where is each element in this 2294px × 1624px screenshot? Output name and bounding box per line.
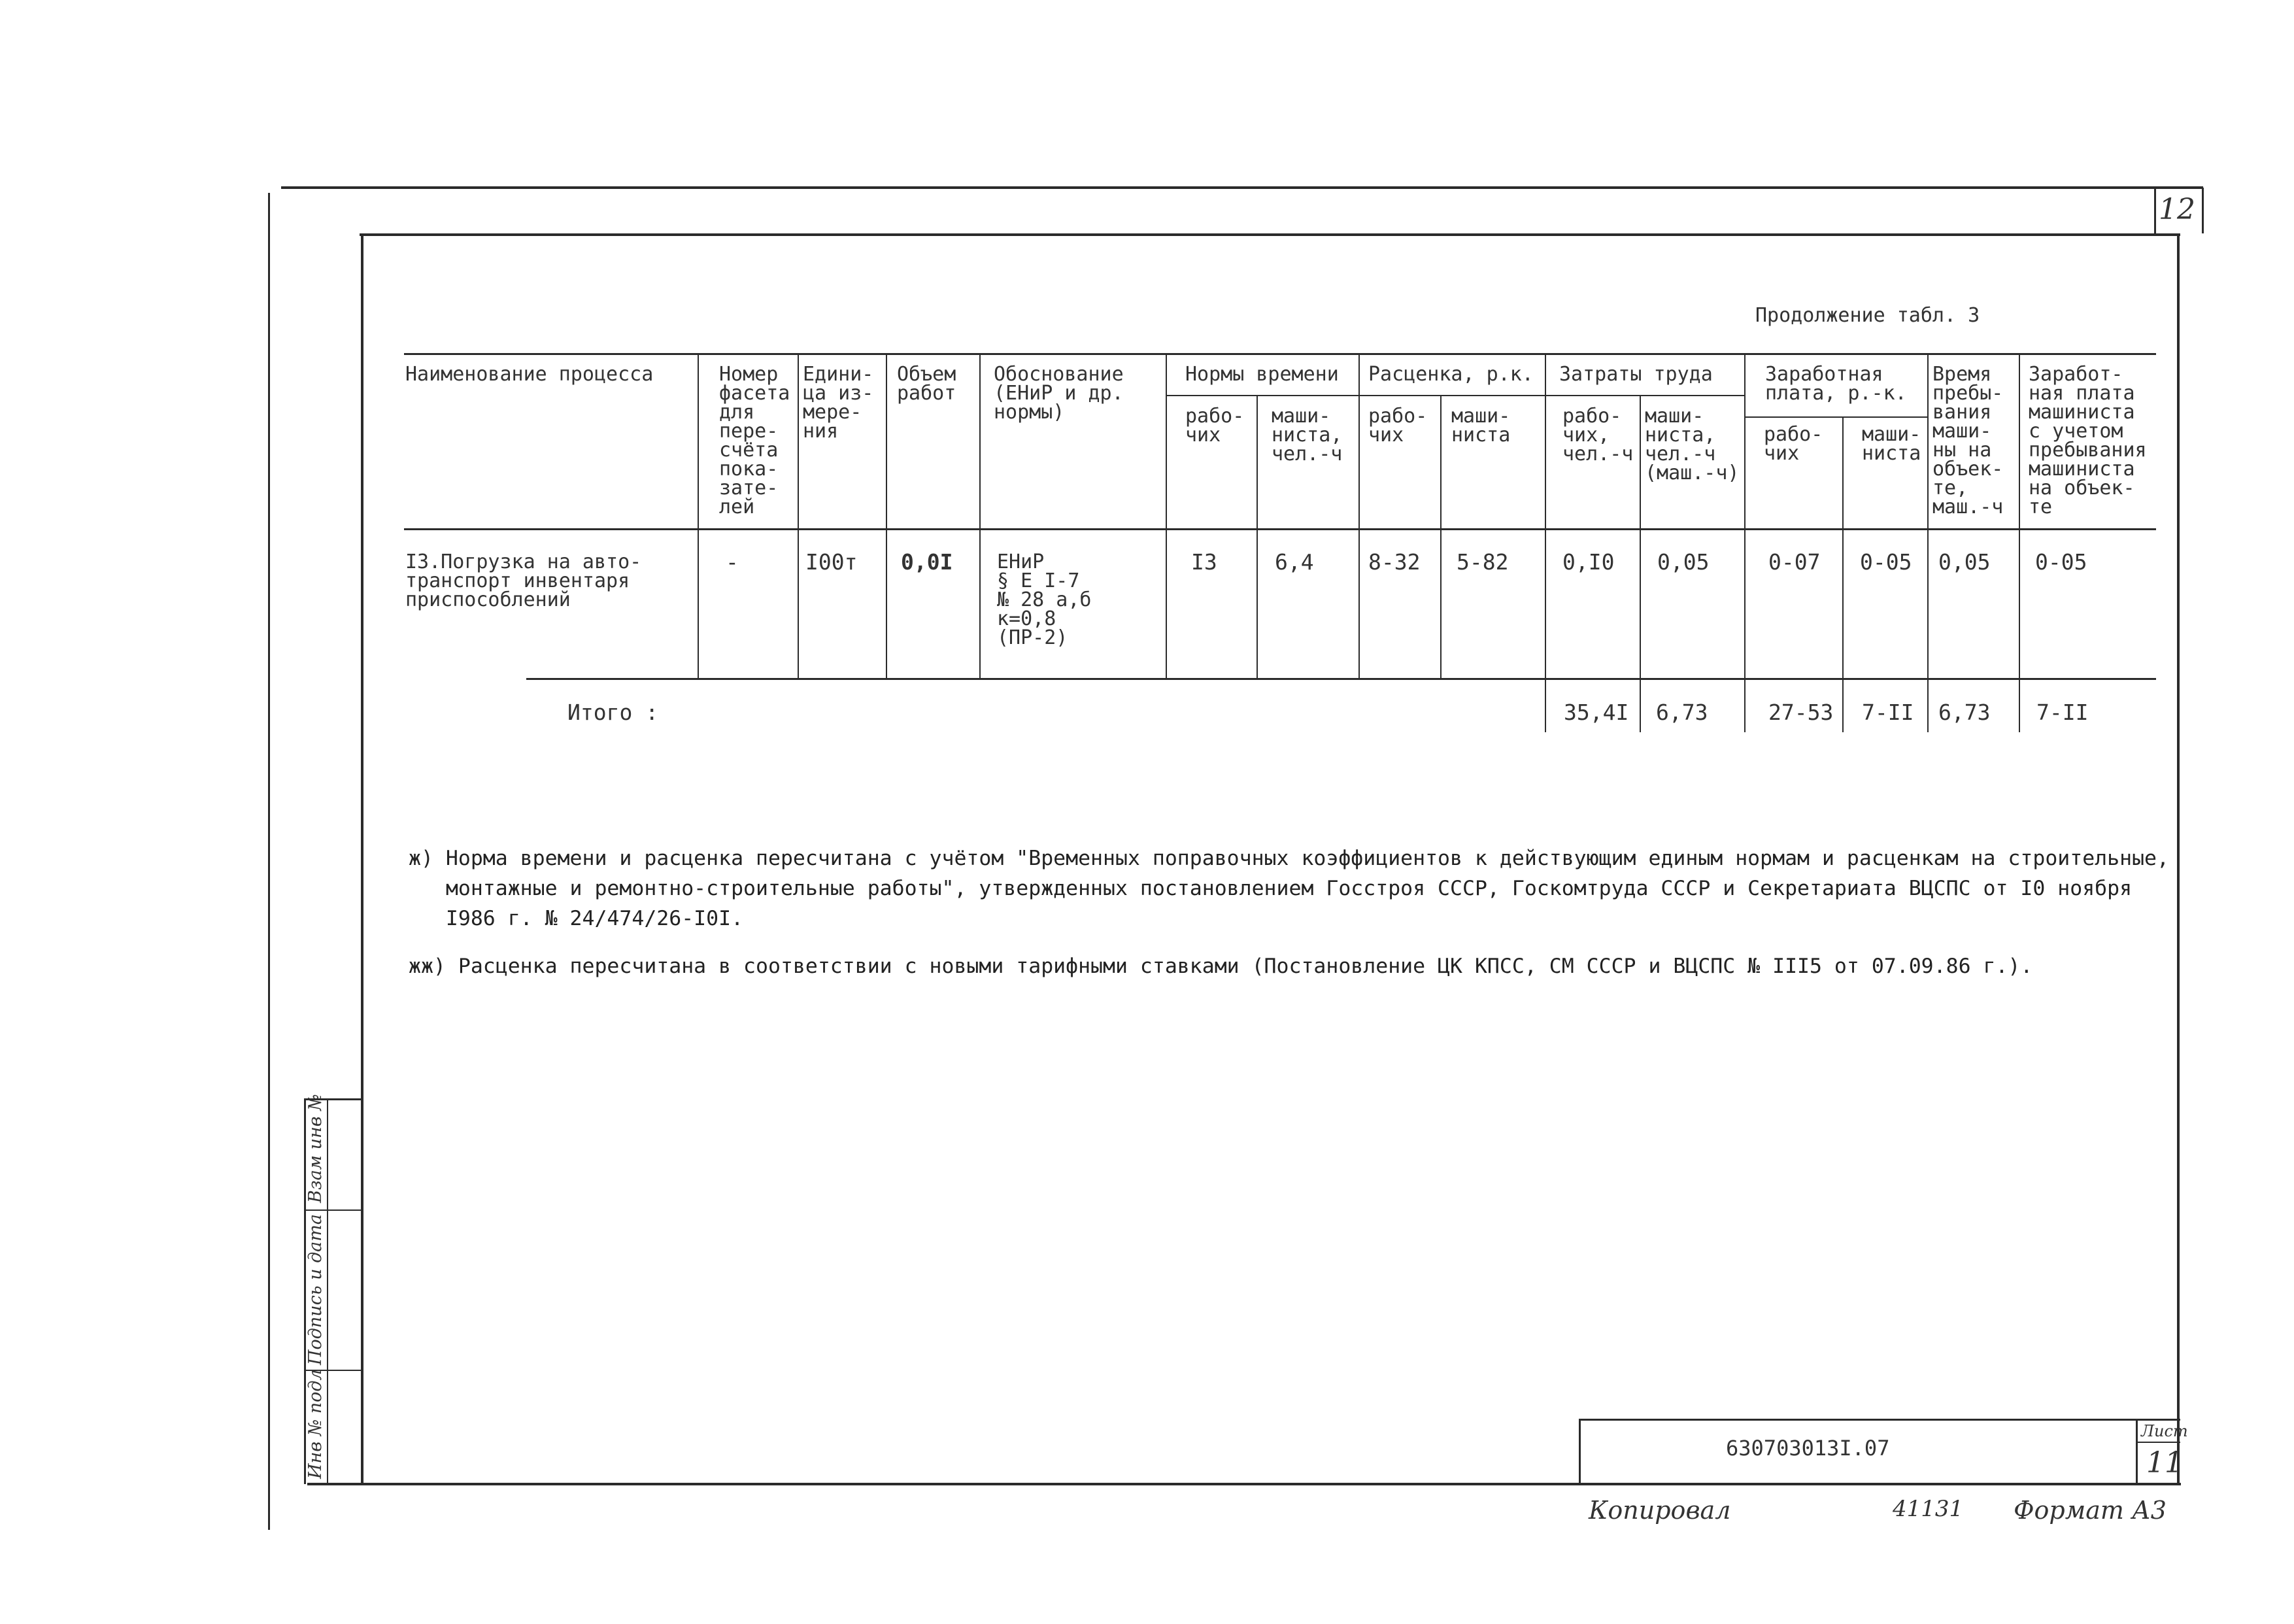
col-divider — [1358, 353, 1360, 678]
cell-rate-workers: 8-32 — [1368, 549, 1421, 575]
col-divider — [979, 353, 981, 678]
header-rate: Расценка, р.к. — [1368, 363, 1534, 386]
cell-labor-workers: 0,I0 — [1562, 549, 1615, 575]
col-divider — [698, 353, 699, 678]
col-divider — [1927, 353, 1929, 732]
header-wage-workers: рабо- чих — [1764, 423, 1823, 465]
total-labor-workers: 35,4I — [1564, 700, 1629, 725]
inner-top-border — [360, 233, 2180, 236]
cell-machinist-wage: 0-05 — [2035, 549, 2087, 575]
cell-rate-machinist: 5-82 — [1457, 549, 1509, 575]
outer-right-border — [2202, 188, 2204, 233]
stamp-border — [327, 1098, 328, 1484]
cell-time-machinist: 6,4 — [1275, 549, 1314, 575]
header-machinist-wage: Заработ- ная плата машиниста с учетом пребывания машиниста на объек- те — [2029, 363, 2147, 518]
col-divider — [1842, 416, 1844, 732]
col-divider — [1166, 353, 1167, 678]
header-labor-workers: рабо- чих, чел.-ч — [1562, 405, 1634, 465]
total-wage-machinist: 7-II — [1862, 700, 1914, 725]
col-divider — [798, 353, 799, 678]
footer-format: Формат А3 — [2014, 1496, 2167, 1525]
header-basis: Обоснование (ЕНиР и др. нормы) — [994, 363, 1124, 424]
document-code: 630703013I.07 — [1726, 1436, 1890, 1461]
header-volume: Объем работ — [897, 363, 956, 405]
title-block-border — [2136, 1419, 2138, 1484]
footnote-1: ж) Норма времени и расценка пересчитана с учётом "Временных поправочных коэффициентов к действующим единым нормам и расценкам на строительные, монтажные и ремонтно-строительные работы", утвержденных постановлением Госстроя СССР, Госкомтруда СССР и Секретариата ВЦСПС от I0 ноября I986 г. № 24/474/26-I0I. — [409, 847, 2169, 930]
subheader-rule-time — [1166, 395, 1358, 396]
outer-left-border — [268, 193, 270, 1530]
title-block-border — [1579, 1419, 1581, 1484]
cell-time-workers: I3 — [1191, 549, 1217, 575]
stamp-label-inventory: Инв № подл — [305, 1369, 326, 1479]
inner-bottom-border — [307, 1483, 2181, 1485]
col-divider — [1545, 353, 1546, 732]
cell-wage-machinist: 0-05 — [1860, 549, 1912, 575]
cell-wage-workers: 0-07 — [1768, 549, 1821, 575]
header-process: Наименование процесса — [405, 363, 654, 386]
col-divider — [1257, 395, 1258, 678]
inner-right-border — [2177, 233, 2180, 1485]
total-labor-machinist: 6,73 — [1656, 700, 1708, 725]
table-top-rule — [404, 353, 2156, 355]
stamp-label-signature: Подпись и дата — [305, 1214, 326, 1365]
total-label: Итого : — [567, 700, 659, 725]
header-rate-workers: рабо- чих — [1368, 405, 1428, 447]
stamp-border — [304, 1210, 363, 1211]
inner-left-border — [361, 233, 363, 1485]
col-divider — [2019, 353, 2020, 732]
cell-unit: I00т — [805, 549, 858, 575]
row-bottom-rule — [526, 678, 2156, 680]
header-time-machinist: маши- ниста, чел.-ч — [1272, 405, 1343, 465]
cell-volume: 0,0I — [901, 549, 953, 575]
header-time-norms: Нормы времени — [1185, 363, 1339, 386]
header-bottom-rule — [404, 528, 2156, 530]
header-time-workers: рабо- чих — [1185, 405, 1245, 447]
total-machinist-wage: 7-II — [2036, 700, 2089, 725]
cell-stay-time: 0,05 — [1938, 549, 1991, 575]
header-wage: Заработная плата, р.-к. — [1765, 363, 1907, 405]
header-unit: Едини- ца из- мере- ния — [803, 363, 874, 443]
title-block-border — [1579, 1419, 2180, 1421]
header-labor: Затраты труда — [1559, 363, 1713, 386]
header-wage-machinist: маши- ниста — [1862, 423, 1921, 465]
col-divider — [1640, 395, 1641, 732]
page-number-box-left — [2154, 188, 2156, 233]
footer-copied: Копировал — [1589, 1496, 1731, 1525]
header-stay-time: Время пребы- вания маши- ны на объек- те, маш.-ч — [1932, 363, 2004, 518]
col-divider — [1744, 353, 1746, 732]
sheet-number: 11 — [2146, 1446, 2183, 1480]
cell-facet: - — [726, 549, 739, 575]
footnote-2: жж) Расценка пересчитана в соответствии с новыми тарифными ставками (Постановление ЦК КПСС, СМ СССР и ВЦСПС № III5 от 07.09.86 г.). — [409, 955, 2033, 978]
cell-labor-machinist: 0,05 — [1657, 549, 1710, 575]
subheader-rule-wage — [1744, 416, 1927, 418]
title-block-border — [2136, 1442, 2180, 1443]
subheader-rule-rate — [1358, 395, 1545, 396]
header-rate-machinist: маши- ниста — [1451, 405, 1511, 447]
cell-basis: ЕНиР § Е I-7 № 28 а,б к=0,8 (ПР-2) — [997, 550, 1092, 649]
continuation-label: Продолжение табл. 3 — [1755, 304, 1980, 327]
subheader-rule-labor — [1545, 395, 1744, 396]
sheet-label: Лист — [2141, 1422, 2188, 1440]
col-divider — [886, 353, 887, 678]
total-wage-workers: 27-53 — [1768, 700, 1834, 725]
footer-order: 41131 — [1893, 1496, 1964, 1522]
header-facet: Номер фасета для пере- счёта пока- зате- лей — [719, 363, 790, 518]
col-divider — [1440, 395, 1442, 678]
stamp-label-replace: Взам инв № — [305, 1094, 326, 1203]
total-stay-time: 6,73 — [1938, 700, 1991, 725]
page-number: 12 — [2159, 193, 2195, 226]
outer-top-border — [281, 186, 2203, 189]
header-labor-machinist: маши- ниста, чел.-ч (маш.-ч) — [1645, 405, 1740, 484]
cell-process: I3.Погрузка на авто- транспорт инвентаря приспособлений — [405, 550, 642, 611]
